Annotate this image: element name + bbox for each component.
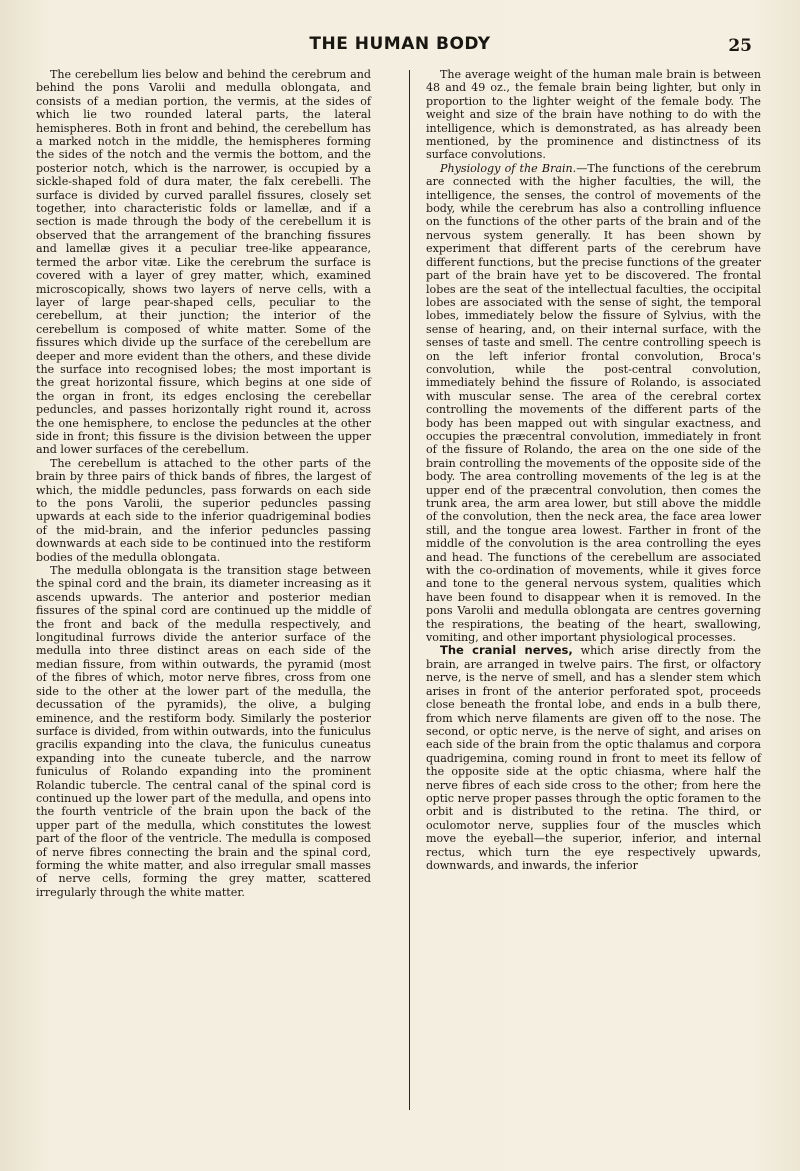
cranial-nerves-heading: The cranial nerves, [440, 643, 573, 658]
running-head [0, 34, 800, 58]
paragraph-cerebellum-peduncles: The cerebellum is attached to the other parts of the brain by three pairs of thick bands of fibres, the largest of which, the middle peduncles, pass forwards on each side to the pons Varolii, the superior peduncles passing upwards at each side to the inferior quadrigeminal bodies of the mid-brain, and the inferior peduncles passing downwards at each side to be continued into the restiform bodies of the medulla oblongata. [36, 456, 371, 564]
paragraph-brain-weight: The average weight of the human male brain is between 48 and 49 oz., the female brain being lighter, but only in proportion to the lighter weight of the female body. The weight and size of the brain have nothing to do with the intelligence, which is demonstrated, as has already been mentioned, by the prominence and distinctness of its surface convolutions. [426, 68, 761, 162]
paragraph-cranial-nerves [426, 644, 761, 872]
page-title: THE HUMAN BODY [309, 34, 491, 54]
paragraph-medulla-oblongata: The medulla oblongata is the transition stage between the spinal cord and the brain, its diameter increasing as it ascends upwards. The anterior and posterior median fissures of the spinal cord are continued up the middle of the front and back of the medulla respectively, and longitudinal furrows divide the anterior surface of the medulla into three distinct areas on each side of the median fissure, from within outwards, the pyramid (most of the fibres of which, motor nerve fibres, cross from one side to the other at the lower part of the medulla, the decussation of the pyramids), the olive, a bulging eminence, and the restiform body. Similarly the posterior surface is divided, from within outwards, into the funiculus gracilis expanding into the clava, the funiculus cuneatus expanding into the cuneate tubercle, and the narrow funiculus of Rolando expanding into the prominent Rolandic tubercle. The central canal of the spinal cord is continued up the lower part of the medulla, and opens into the fourth ventricle of the brain upon the back of the upper part of the medulla, which constitutes the lowest part of the floor of the ventricle. The medulla is composed of nerve fibres connecting the brain and the spinal cord, forming the white matter, and also irregular small masses of nerve cells, forming the grey matter, scattered irregularly through the white matter. [36, 564, 371, 899]
left-column [36, 68, 371, 899]
paragraph-cerebellum: The cerebellum lies below and behind the cerebrum and behind the pons Varolii and medulla oblongata, and consists of a median portion, the vermis, at the sides of which lie two rounded lateral parts, the lateral hemispheres. Both in front and behind, the cerebellum has a marked notch in the middle, the hemispheres forming the sides of the notch and the vermis the bottom, and the posterior notch, which is the narrower, is occupied by a sickle-shaped fold of dura mater, the falx cerebelli. The surface is divided by curved parallel fissures, closely set together, into characteristic folds or lamellæ, and if a section is made through the body of the cerebellum it is observed that the arrangement of the branching fissures and lamellæ gives it a peculiar tree-like appearance, termed the arbor vitæ. Like the cerebrum the surface is covered with a layer of grey matter, which, examined microscopically, shows two layers of nerve cells, with a layer of large pear-shaped cells, peculiar to the cerebellum, at their junction; the interior of the cerebellum is composed of white matter. Some of the fissures which divide up the surface of the cerebellum are deeper and more evident than the others, and these divide the surface into recognised lobes; the most important is the great horizontal fissure, which begins at one side of the organ in front, its edges enclosing the cerebellar peduncles, and passes horizontally right round it, across the one hemisphere, to enclose the peduncles at the other side in front; this fissure is the division between the upper and lower surfaces of the cerebellum. [36, 68, 371, 457]
right-column [426, 68, 761, 872]
column-divider [409, 70, 410, 1110]
page-number: 25 [728, 36, 752, 56]
physiology-heading: Physiology of the Brain. [440, 161, 577, 175]
physiology-text: —The functions of the cerebrum are connected with the higher faculties, the will, the intelligence, the senses, the control of movements of the body, while the cerebrum has also a controlling influence on the functions of the other parts of the brain and of the nervous system generally. It has been shown by experiment that different parts of the cerebrum have different functions, but the precise functions of the greater part of the brain have yet to be discovered. The frontal lobes are the seat of the intellectual faculties, the occipital lobes are associated with the sense of sight, the temporal lobes, immediately below the fissure of Sylvius, with the sense of hearing, and, on their internal surface, with the senses of taste and smell. The centre controlling speech is on the left inferior frontal convolution, Broca's convolution, while the post-central convolution, immediately behind the fissure of Rolando, is associated with muscular sense. The area of the cerebral cortex controlling the movements of the different parts of the body has been mapped out with singular exactness, and occupies the præcentral convolution, immediately in front of the fissure of Rolando, the area on the one side of the brain controlling the movements of the opposite side of the body. The area controlling movements of the leg is at the upper end of the præcentral convolution, then comes the trunk area, the arm area lower, but still above the middle of the convolution, then the neck area, the face area lower still, and the tongue area lowest. Farther in front of the middle of the convolution is the area controlling the eyes and head. The functions of the cerebellum are associated with the co-ordination of movements, while it gives force and tone to the general nervous system, qualities which have been found to disappear when it is removed. In the pons Varolii and medulla oblongata are centres governing the respirations, the beating of the heart, swallowing, vomiting, and other important physiological processes. [426, 161, 761, 645]
paragraph-physiology-of-brain [426, 162, 761, 645]
cranial-nerves-text: which arise directly from the brain, are arranged in twelve pairs. The first, or olfactory nerve, is the nerve of smell, and has a slender stem which arises in front of the anterior perforated spot, proceeds close beneath the frontal lobe, and ends in a bulb there, from which nerve filaments are given off to the nose. The second, or optic nerve, is the nerve of sight, and arises on each side of the brain from the optic thalamus and corpora quadrigemina, coming round in front to meet its fellow of the opposite side at the optic chiasma, where half the nerve fibres of each side cross to the other; from here the optic nerve proper passes through the optic foramen to the orbit and is distributed to the retina. The third, or oculomotor nerve, supplies four of the muscles which move the eyeball—the superior, inferior, and internal rectus, which turn the eye respectively upwards, downwards, and inwards, the inferior [426, 644, 762, 872]
